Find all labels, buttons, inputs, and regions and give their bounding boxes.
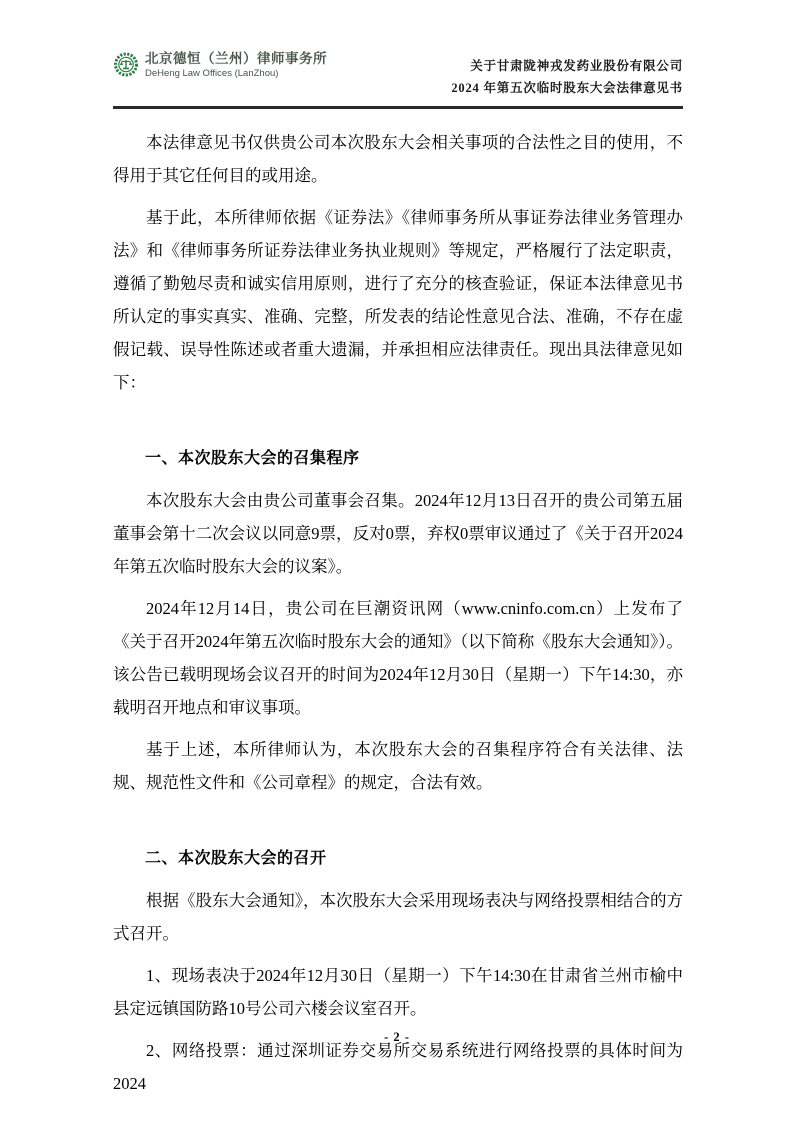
paragraph: 本法律意见书仅供贵公司本次股东大会相关事项的合法性之目的使用，不得用于其它任何目的或用途。: [113, 133, 683, 185]
document-body: [113, 109, 683, 1100]
document-title-line1: 关于甘肃陇神戎发药业股份有限公司: [470, 59, 683, 73]
paragraph: 1、现场表决于2024年12月30日（星期一）下午14:30在甘肃省兰州市榆中县定远镇国防路10号公司六楼会议室召开。: [113, 966, 683, 1018]
page-header: [113, 0, 683, 99]
firm-name-zh: 北京德恒（兰州）律师事务所: [145, 51, 327, 66]
paragraph: 2024年12月14日，贵公司在巨潮资讯网（www.cninfo.com.cn）上发布了《关于召开2024年第五次临时股东大会的通知》（以下简称《股东大会通知》）。该公告已载明现场会议召开的时间为2024年12月30日（星期一）下午14:30，亦载明召开地点和审议事项。: [113, 599, 683, 717]
paragraph: 基于此，本所律师依据《证券法》《律师事务所从事证券法律业务管理办法》和《律师事务所证券法律业务执业规则》等规定，严格履行了法定职责，遵循了勤勉尽责和诚实信用原则，进行了充分的核查验证，保证本法律意见书所认定的事实真实、准确、完整，所发表的结论性意见合法、准确，不存在虚假记载、误导性陈述或者重大遗漏，并承担相应法律责任。现出具法律意见如下：: [113, 208, 683, 392]
paragraph: 2、网络投票：通过深圳证券交易所交易系统进行网络投票的具体时间为2024: [113, 1041, 683, 1093]
section-heading: 一、本次股东大会的召集程序: [145, 450, 360, 467]
firm-names: [145, 50, 327, 80]
paragraph: 根据《股东大会通知》，本次股东大会采用现场表决与网络投票相结合的方式召开。: [113, 891, 683, 943]
page-number: - 2 -: [384, 1030, 410, 1044]
paragraph: 本次股东大会由贵公司董事会召集。2024年12月13日召开的贵公司第五届董事会第十二次会议以同意9票，反对0票，弃权0票审议通过了《关于召开2024年第五次临时股东大会的议案》。: [113, 491, 683, 576]
section-heading: 二、本次股东大会的召开: [145, 850, 327, 867]
document-title: [451, 50, 683, 99]
firm-name-en: DeHeng Law Offices (LanZhou): [145, 68, 279, 79]
document-title-line2: 2024 年第五次临时股东大会法律意见书: [451, 81, 683, 95]
deheng-law-firm-logo-icon: [113, 52, 139, 78]
firm-logo-block: [113, 50, 327, 80]
paragraph: 基于上述，本所律师认为，本次股东大会的召集程序符合有关法律、法规、规范性文件和《公司章程》的规定，合法有效。: [113, 740, 683, 792]
